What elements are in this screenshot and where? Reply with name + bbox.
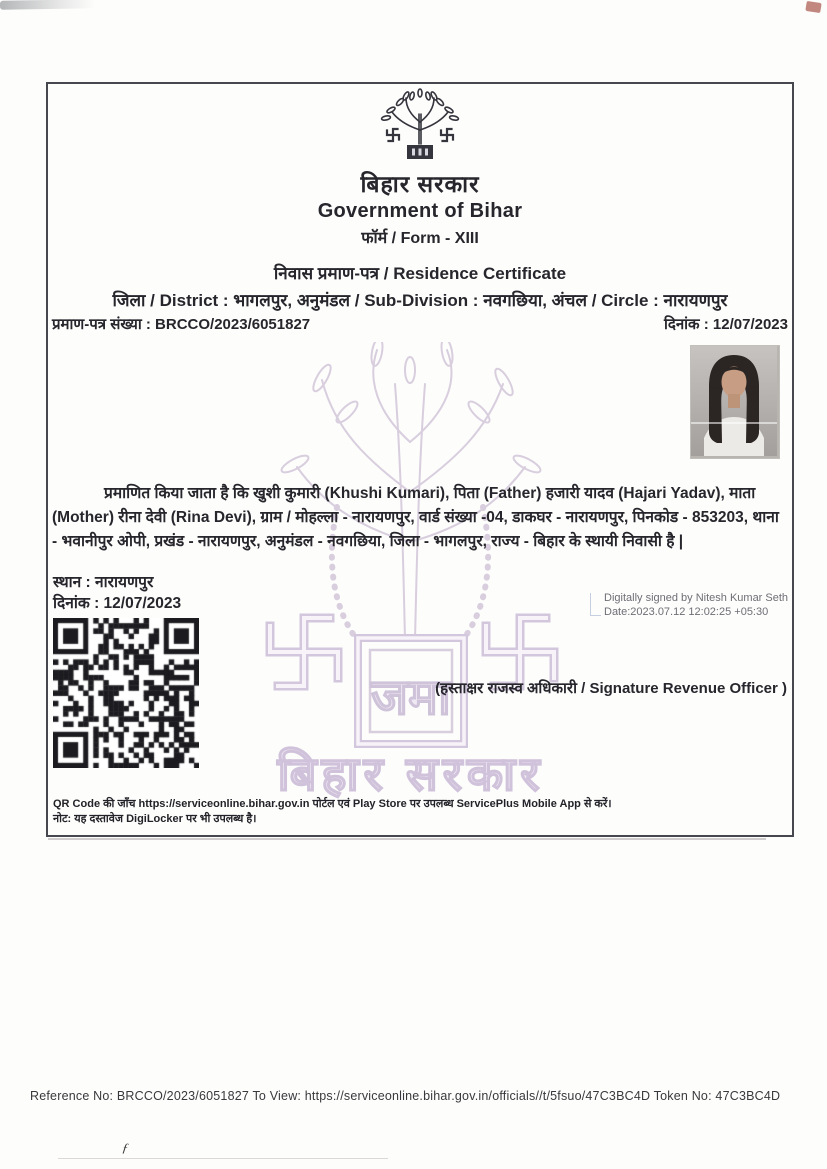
applicant-photo [690, 345, 780, 459]
body-bold-segment: 853203 [691, 509, 744, 527]
body-bold-segment: (Mother) [52, 509, 114, 527]
body-segment: , थाना - भवानीपुर ओपी, प्रखंड - नारायणपुर, अनुमंडल - नवगछिया, जिला - भागलपुर, राज्य - बिहार के स्थायी निवासी है | [52, 509, 779, 551]
scan-artifact-red-mark [805, 1, 821, 13]
scan-artifact-bottom-mark: ƒ [121, 1139, 130, 1156]
body-segment: , डाकघर - नारायणपुर, पिनकोड - [503, 509, 692, 527]
watermark-title-text: बिहार सरकार [277, 747, 545, 800]
reference-footer-line: Reference No: BRCCO/2023/6051827 To View: https://serviceonline.bihar.gov.in/officials//t/5fsuo/47C3BC4D Token No: 47C3BC4D [30, 1089, 781, 1103]
scan-artifact-bottom-line [58, 1158, 388, 1159]
revenue-officer-signature-line: (हस्ताक्षर राजस्व अधिकारी / Signature Revenue Officer ) [435, 680, 787, 697]
qr-note-line2: नोट: यह दस्तावेज DigiLocker पर भी उपलब्ध है। [53, 812, 257, 825]
government-title-hindi: बिहार सरकार [360, 171, 480, 197]
certificate-number-label: प्रमाण-पत्र संख्या : [52, 316, 151, 333]
body-bold-segment: (Khushi Kumari) [324, 485, 446, 502]
qr-verification-note [53, 797, 612, 826]
digital-signature-line1: Digitally signed by Nitesh Kumar Seth [604, 592, 789, 604]
date-line: दिनांक : 12/07/2023 [53, 595, 182, 613]
frame-bottom-shadow-line [48, 838, 766, 840]
body-segment: रीना देवी [114, 509, 171, 527]
body-segment: , पिता [445, 485, 484, 502]
digital-signature-line2: Date:2023.07.12 12:02:25 +05:30 [604, 606, 769, 619]
certificate-date-value: 12/07/2023 [712, 316, 788, 333]
district-subdivision-circle-line: जिला / District : भागलपुर, अनुमंडल / Sub-Division : नवगछिया, अंचल / Circle : नारायणपुर [112, 291, 728, 310]
body-bold-segment: (Rina Devi) [170, 509, 252, 527]
certificate-title: निवास प्रमाण-पत्र / Residence Certificate [273, 264, 567, 283]
body-bold-segment: (Hajari Yadav) [618, 485, 721, 502]
body-bold-segment: 04 [486, 509, 504, 527]
emblem-seal [407, 145, 433, 159]
scan-artifact-smudge [0, 0, 95, 10]
qr-code [53, 618, 199, 768]
certificate-body-text [52, 482, 787, 555]
body-segment: , माता [720, 485, 756, 502]
certificate-frame [46, 82, 794, 837]
bihar-emblem-icon [378, 88, 462, 166]
emblem-seal-text: जमा [371, 669, 451, 725]
body-segment: , ग्राम / मोहल्ला - नारायणपुर, वार्ड संख्या - [251, 509, 487, 527]
place-date-block [53, 572, 181, 615]
government-title-english: Government of Bihar [317, 200, 523, 222]
signature-box-corner [590, 593, 601, 616]
body-segment: प्रमाणित किया जाता है कि खुशी कुमारी [104, 485, 325, 502]
certificate-date-label: दिनांक : [664, 316, 709, 333]
certificate-date [664, 314, 788, 334]
body-segment: हजारी यादव [541, 485, 619, 502]
certificate-header [48, 88, 792, 311]
swastika-logo-left [387, 129, 399, 141]
certificate-number [52, 314, 310, 334]
body-bold-segment: (Father) [483, 485, 542, 502]
form-number: फॉर्म / Form - XIII [361, 230, 479, 247]
certificate-number-value: BRCCO/2023/6051827 [155, 316, 311, 333]
place-line: स्थान : नारायणपुर [53, 574, 154, 591]
certificate-meta-row [52, 314, 788, 334]
digital-signature-block [604, 591, 819, 620]
qr-note-line1: QR Code की जाँच https://serviceonline.bihar.gov.in पोर्टल एवं Play Store पर उपलब्ध ServicePlus Mobile App से करें। [53, 798, 612, 810]
swastika-logo-right [441, 129, 453, 141]
